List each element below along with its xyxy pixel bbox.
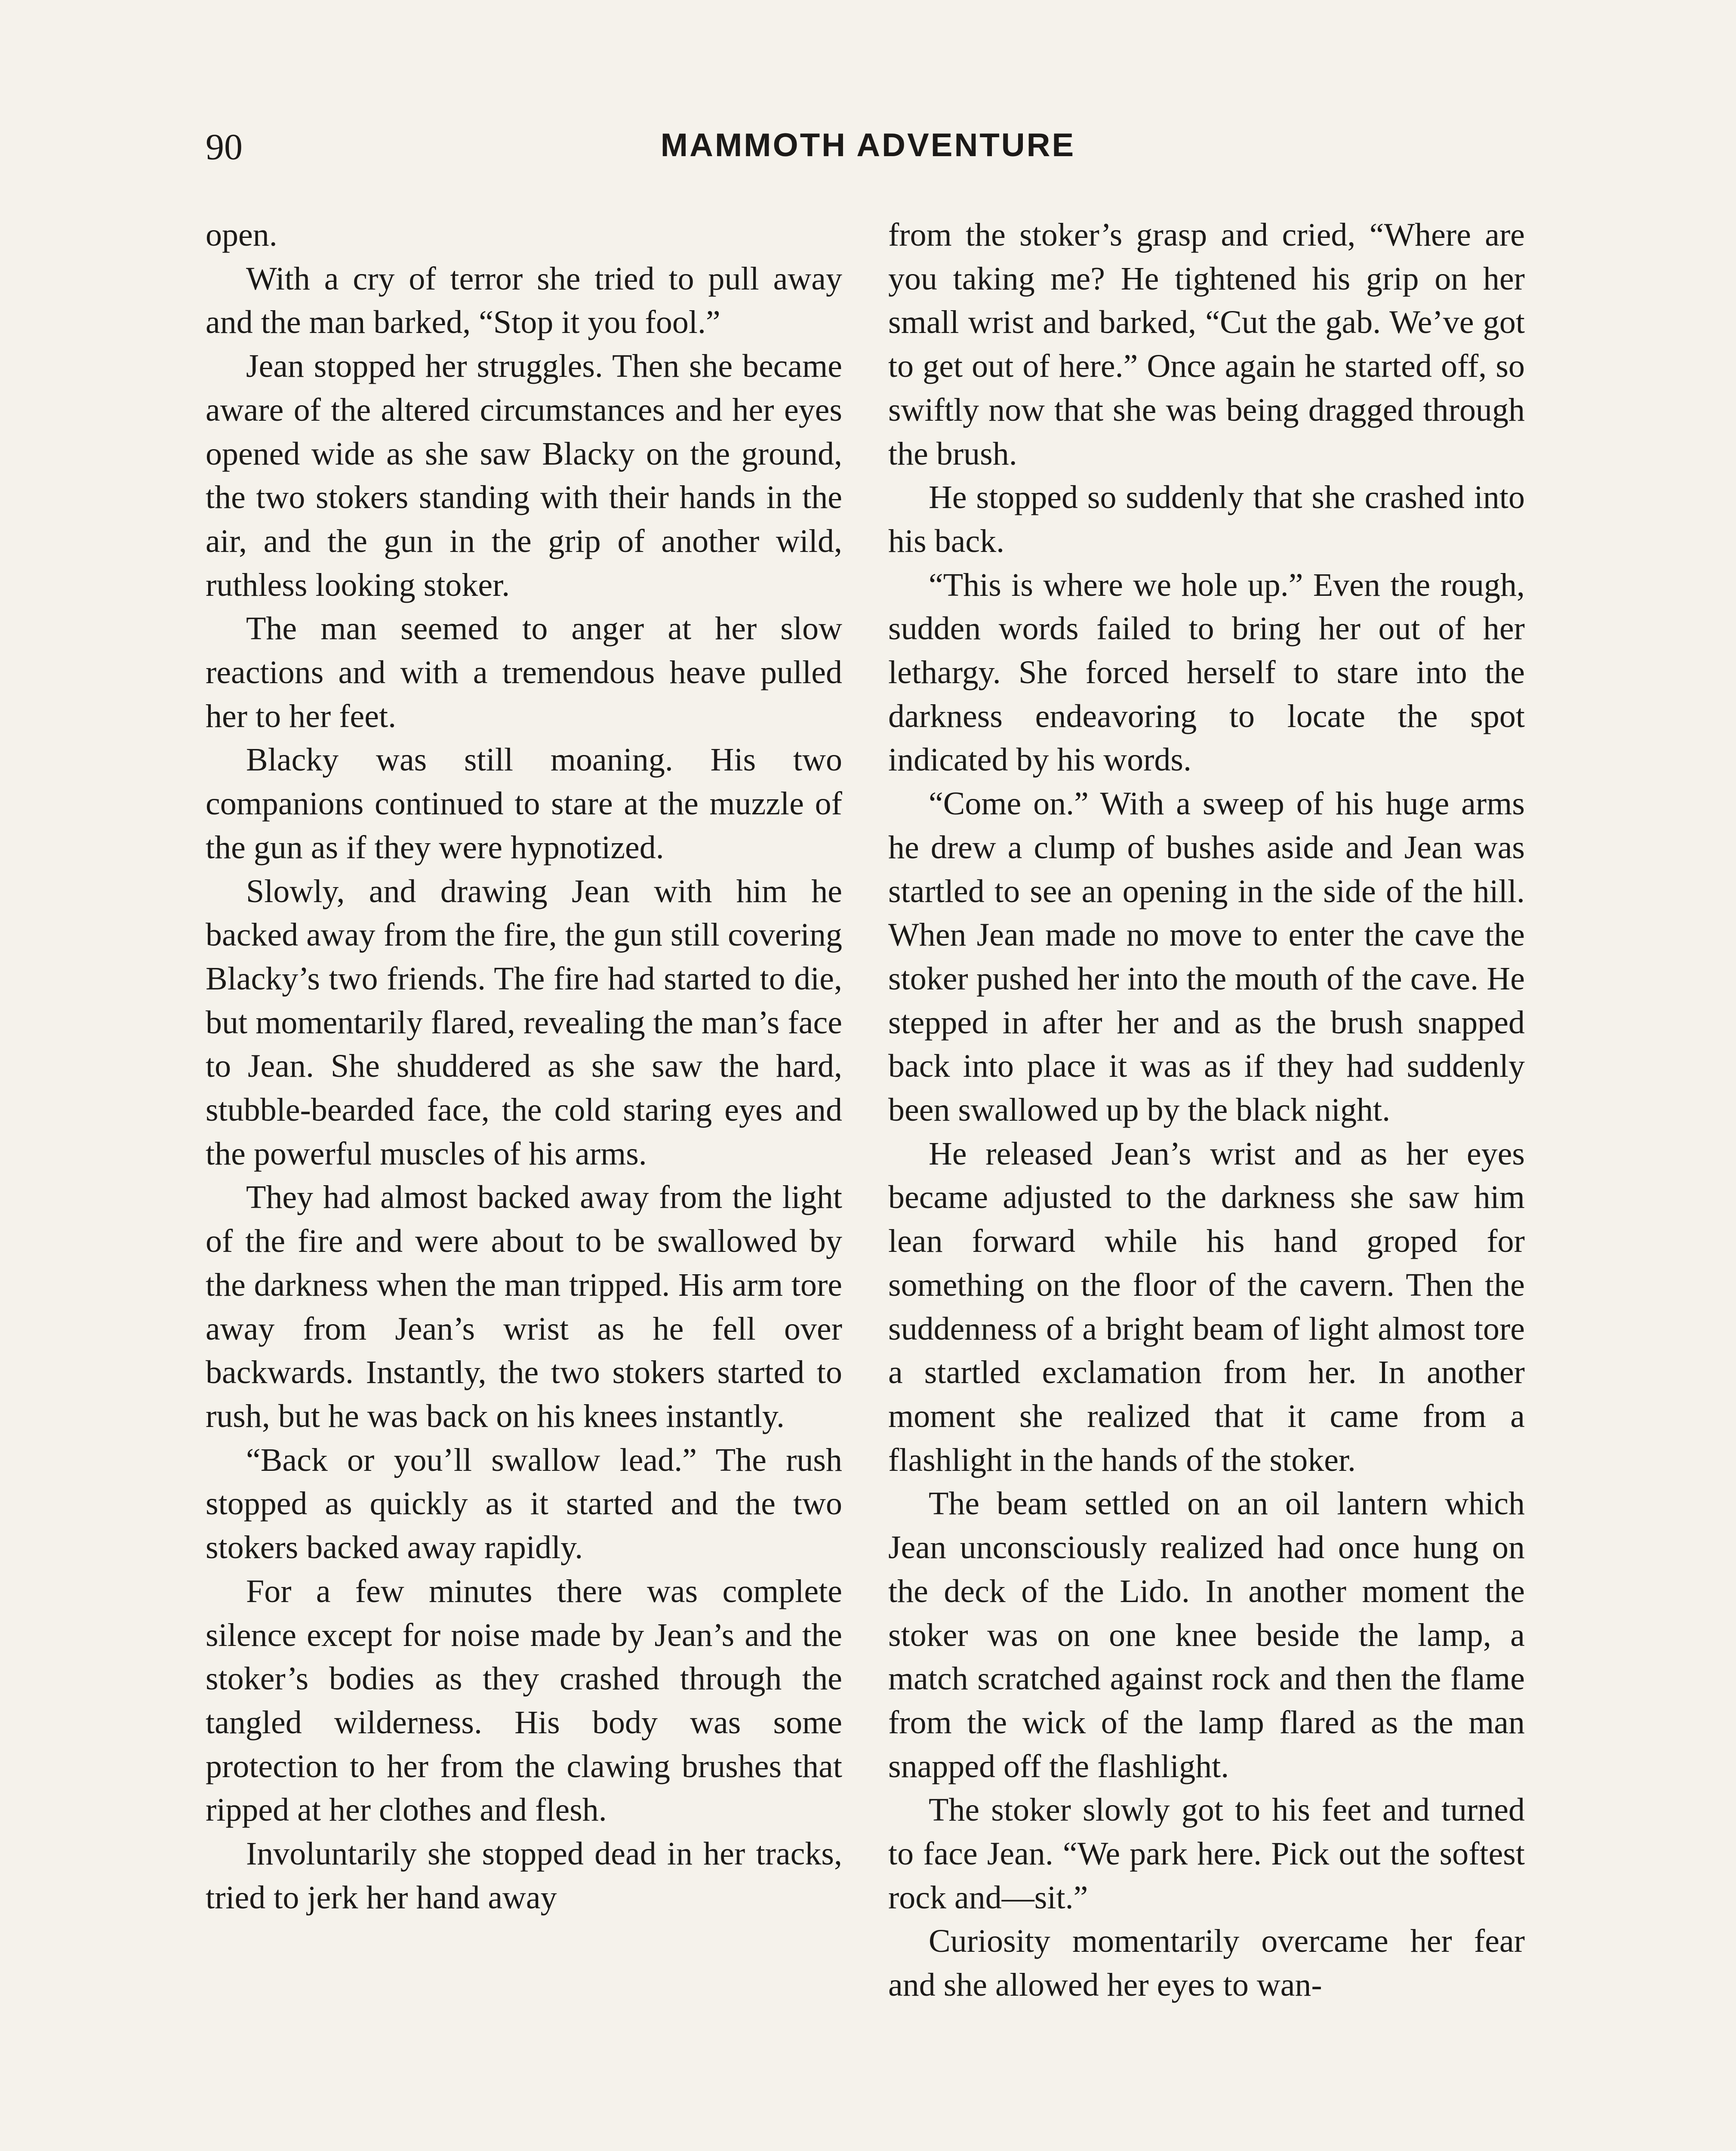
paragraph: open. (206, 217, 277, 253)
paragraph: The stoker slowly got to his feet and turned to face Jean. “We park here. Pick out the softest rock and—sit.” (888, 1792, 1525, 1916)
paragraph: Jean stopped her struggles. Then she became aware of the altered circumstances and her eyes opened wide as she saw Blacky on the ground, the two stokers standing with their hands in the air, and the gun in the grip of another wild, ruthless looking stoker. (206, 348, 842, 603)
paragraph: from the stoker’s grasp and cried, “Where are you taking me? He tightened his grip on her small wrist and barked, “Cut the gab. We’ve got to get out of here.” Once again he started off, so swiftly now that she was being dragged through the brush. (888, 217, 1525, 472)
page-number: 90 (206, 126, 243, 167)
paragraph: “Back or you’ll swallow lead.” The rush stopped as quickly as it started and the two stokers backed away rapidly. (206, 1442, 842, 1566)
paragraph: The man seemed to anger at her slow reactions and with a tremendous heave pulled her to her feet. (206, 610, 842, 734)
left-column (206, 213, 842, 1920)
paragraph: They had almost backed away from the light of the fire and were about to be swallowed by the darkness when the man tripped. His arm tore away from Jean’s wrist as he fell over backwards. Instantly, the two stokers started to rush, but he was back on his knees instantly. (206, 1179, 842, 1434)
paragraph: Slowly, and drawing Jean with him he backed away from the fire, the gun still covering Blacky’s two friends. The fire had started to die, but momentarily flared, revealing the man’s face to Jean. She shuddered as she saw the hard, stubble-bearded face, the cold staring eyes and the powerful muscles of his arms. (206, 873, 842, 1172)
paragraph: The beam settled on an oil lantern which Jean unconsciously realized had once hung on the deck of the Lido. In another moment the stoker was on one knee beside the lamp, a match scratched against rock and then the flame from the wick of the lamp flared as the man snapped off the flashlight. (888, 1485, 1525, 1784)
paragraph: He released Jean’s wrist and as her eyes became adjusted to the darkness she saw him lean forward while his hand groped for something on the floor of the cavern. Then the suddenness of a bright beam of light almost tore a startled exclamation from her. In another moment she realized that it came from a flashlight in the hands of the stoker. (888, 1135, 1525, 1478)
paragraph: “This is where we hole up.” Even the rough, sudden words failed to bring her out of her lethargy. She forced herself to stare into the darkness endeavoring to locate the spot indicated by his words. (888, 567, 1525, 778)
paragraph: “Come on.” With a sweep of his huge arms he drew a clump of bushes aside and Jean was startled to see an opening in the side of the hill. When Jean made no move to enter the cave the stoker pushed her into the mouth of the cave. He stepped in after her and as the brush snapped back into place it was as if they had suddenly been swallowed up by the black night. (888, 786, 1525, 1128)
running-title: MAMMOTH ADVENTURE (660, 127, 1076, 163)
paragraph: He stopped so suddenly that she crashed into his back. (888, 479, 1525, 559)
paragraph: Involuntarily she stopped dead in her tracks, tried to jerk her hand away (206, 1836, 842, 1916)
right-column (888, 213, 1525, 2007)
paragraph: With a cry of terror she tried to pull away and the man barked, “Stop it you fool.” (206, 260, 842, 341)
paragraph: Curiosity momentarily overcame her fear and she allowed her eyes to wan- (888, 1923, 1525, 2003)
paragraph: For a few minutes there was complete silence except for noise made by Jean’s and the stoker’s bodies as they crashed through the tangled wilderness. His body was some protection to her from the clawing brushes that ripped at her clothes and flesh. (206, 1573, 842, 1828)
paragraph: Blacky was still moaning. His two companions continued to stare at the muzzle of the gun as if they were hypnotized. (206, 742, 842, 866)
